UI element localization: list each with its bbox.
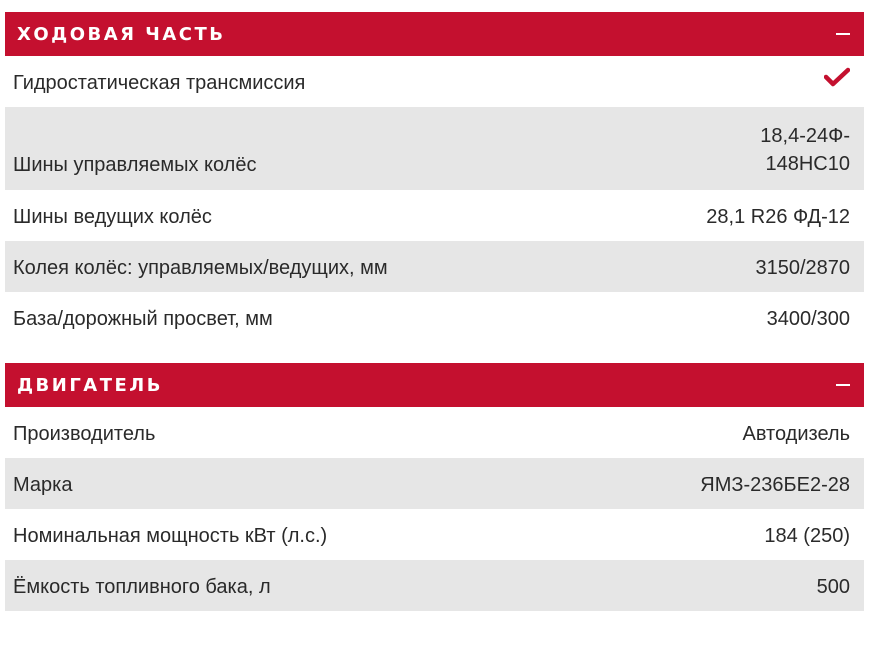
spec-value (760, 122, 850, 178)
spec-row (5, 407, 864, 458)
spec-row (5, 56, 864, 107)
section-header-engine[interactable] (5, 363, 864, 407)
spec-value: 184 (250) (764, 525, 850, 547)
spec-label: Шины управляемых колёс (13, 154, 257, 176)
spec-label: Номинальная мощность кВт (л.с.) (13, 525, 328, 547)
spec-label: Шины ведущих колёс (13, 206, 212, 228)
spec-value: ЯМЗ-236БЕ2-28 (700, 474, 850, 496)
spec-row (5, 241, 864, 292)
checkmark-icon (824, 67, 850, 87)
spec-label: Ёмкость топливного бака, л (13, 576, 271, 598)
spec-row (5, 560, 864, 611)
spec-value-line: 18,4-24Ф- (760, 125, 850, 147)
spec-value-line: 148НС10 (765, 153, 850, 175)
spec-label: Колея колёс: управляемых/ведущих, мм (13, 257, 388, 279)
section-title: ДВИГАТЕЛЬ (17, 374, 163, 396)
spec-value: 3150/2870 (755, 257, 850, 279)
spec-row (5, 107, 864, 190)
spec-row (5, 458, 864, 509)
spec-value (824, 67, 850, 96)
section-header-chassis[interactable] (5, 12, 864, 56)
section-rows-chassis (5, 56, 864, 343)
spec-value: Автодизель (742, 423, 850, 445)
spec-value: 28,1 R26 ФД-12 (706, 206, 850, 228)
minus-icon[interactable] (836, 384, 850, 386)
spec-label: База/дорожный просвет, мм (13, 308, 273, 330)
section-rows-engine (5, 407, 864, 611)
spec-row (5, 190, 864, 241)
specs-panel (5, 12, 864, 611)
spec-row (5, 292, 864, 343)
spec-label: Марка (13, 474, 73, 496)
spec-value: 500 (816, 576, 850, 598)
spec-value: 3400/300 (766, 308, 850, 330)
spec-label: Производитель (13, 423, 156, 445)
spec-label: Гидростатическая трансмиссия (13, 72, 306, 94)
minus-icon[interactable] (836, 33, 850, 35)
section-title: ХОДОВАЯ ЧАСТЬ (17, 23, 226, 45)
section-spacer (5, 343, 864, 363)
spec-row (5, 509, 864, 560)
